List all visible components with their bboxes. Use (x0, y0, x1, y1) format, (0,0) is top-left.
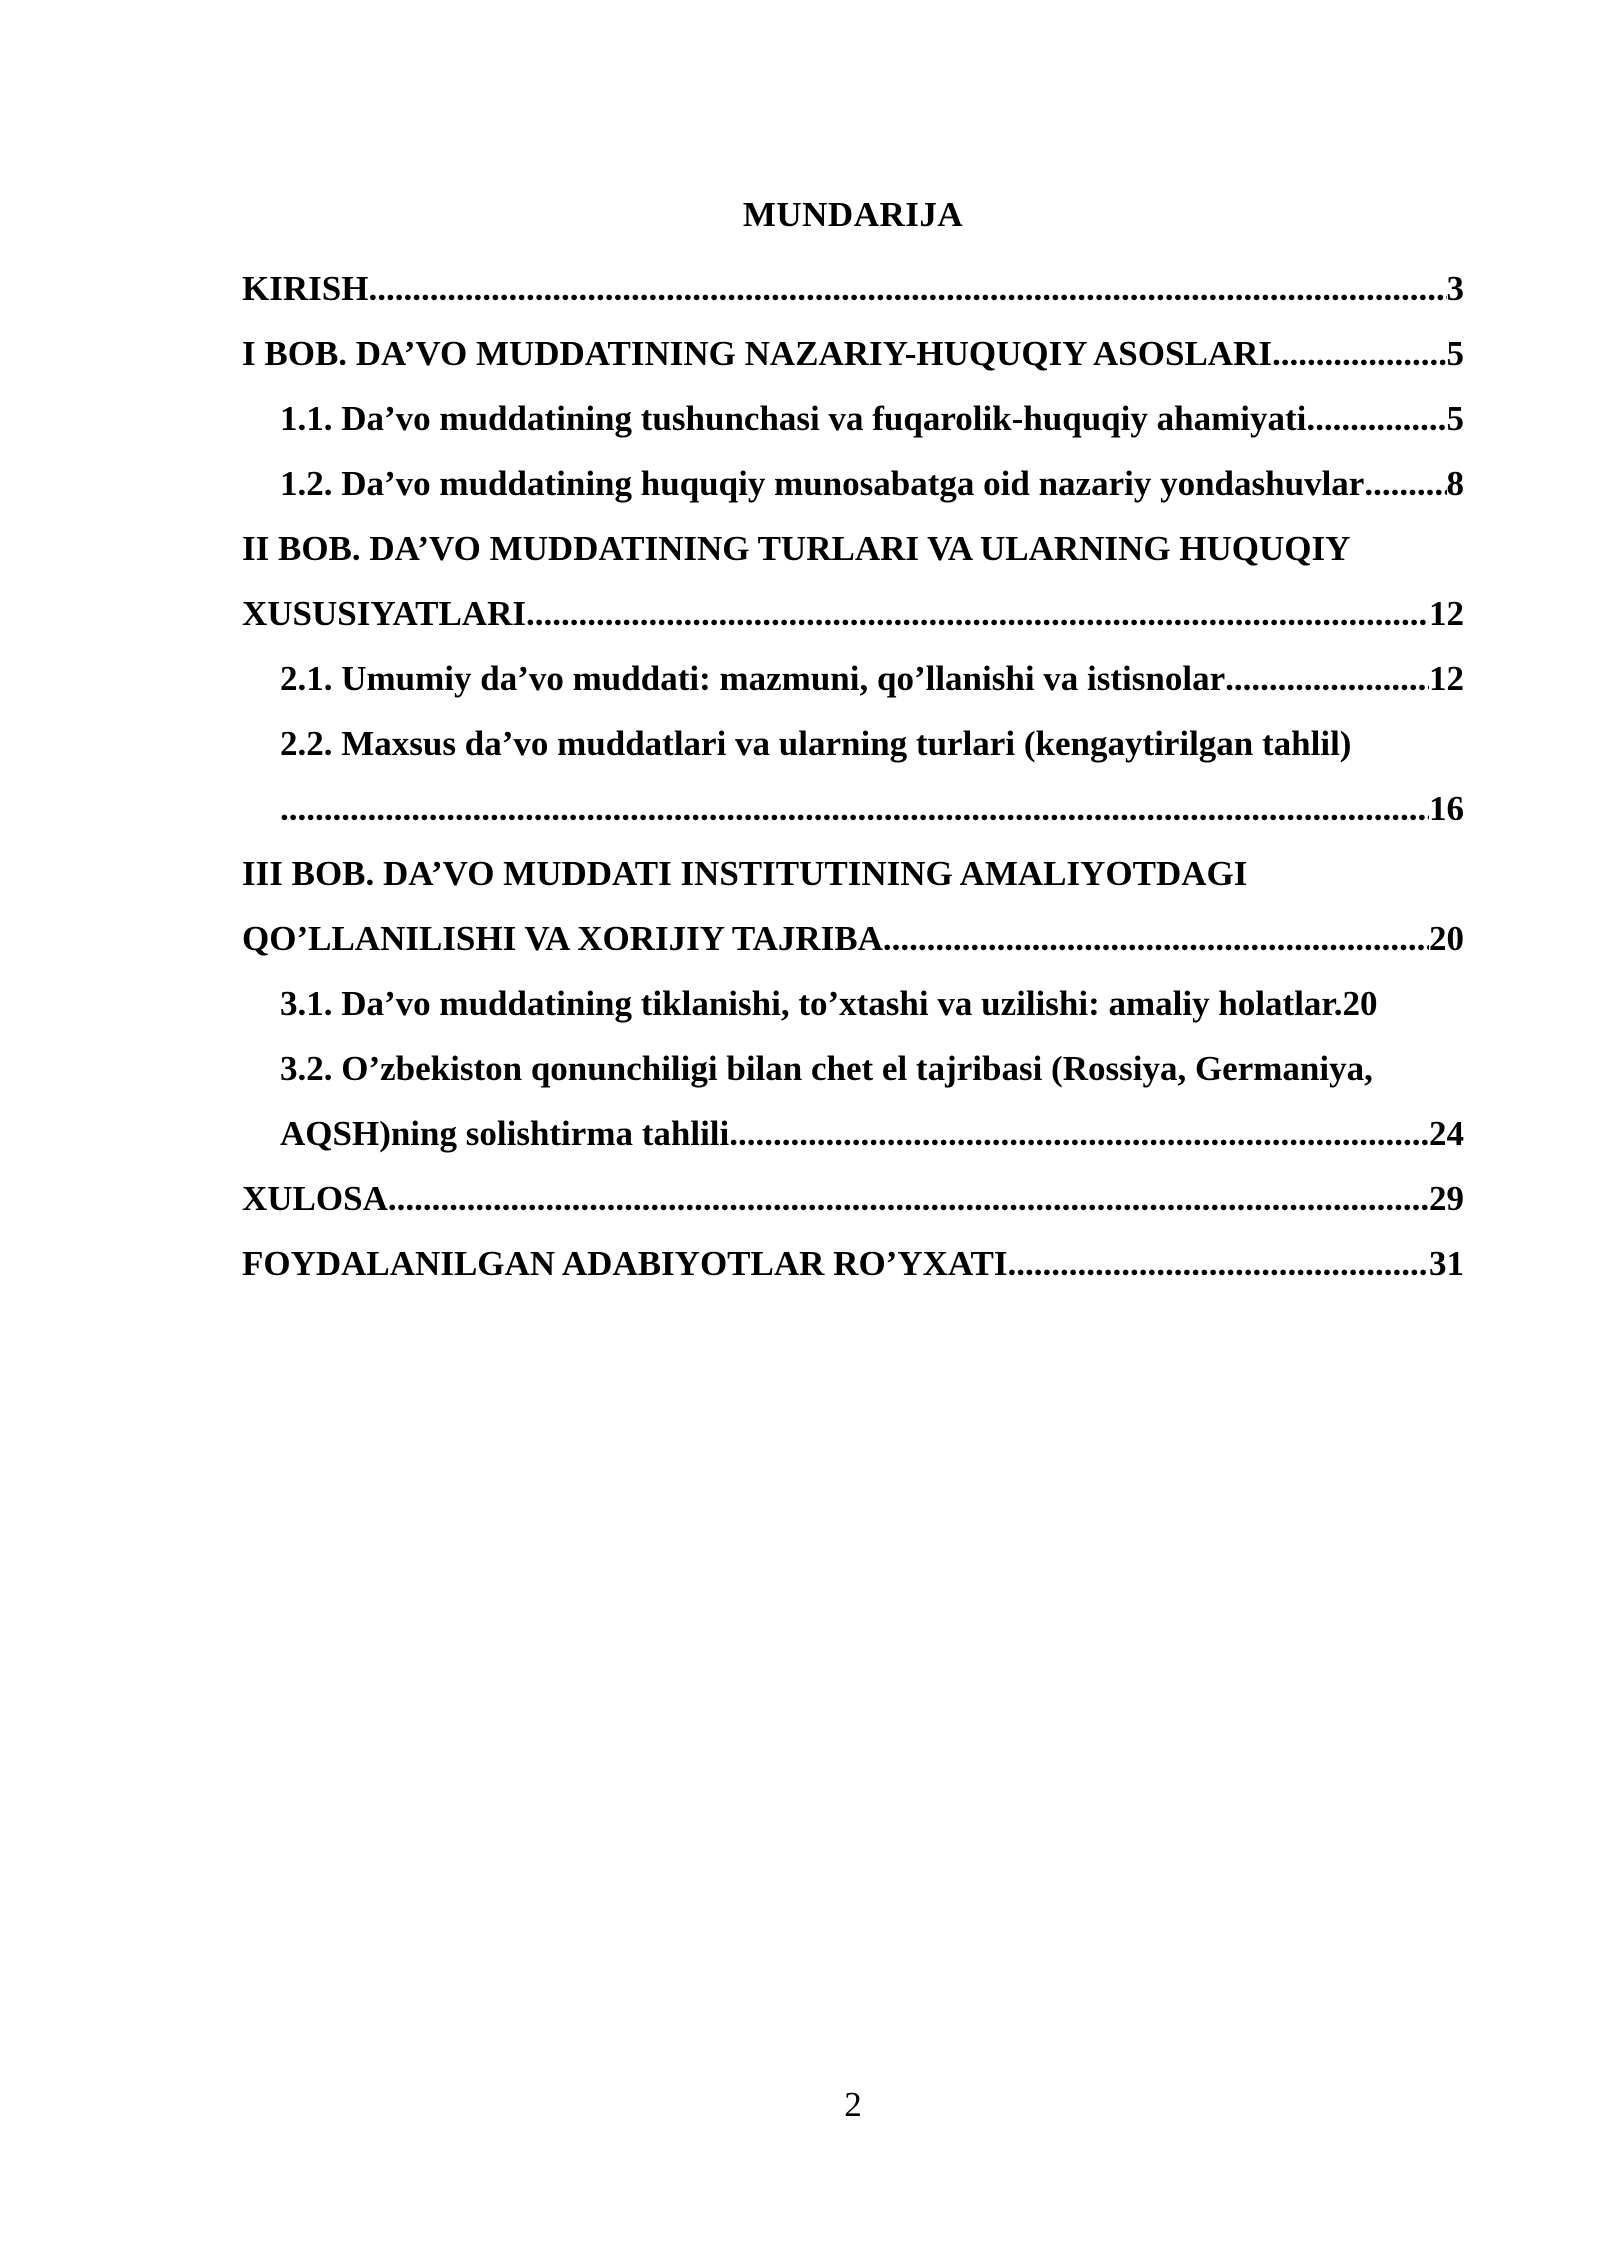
toc-entry-section-1-2[interactable] (242, 451, 1464, 516)
toc-entry-text-line-2: XUSUSIYATLARI (242, 594, 526, 633)
toc-entry-text: FOYDALANILGAN ADABIYOTLAR RO’YXATI (242, 1244, 1008, 1283)
toc-entry-chapter-1[interactable] (242, 321, 1464, 386)
toc-dot-leader (388, 1166, 1429, 1231)
toc-entry-section-2-1[interactable] (242, 646, 1464, 711)
toc-page-number: 16 (1429, 789, 1464, 828)
toc-page-number: 24 (1429, 1114, 1464, 1153)
toc-entry-text-line-2: QO’LLANILISHI VA XORIJIY TAJRIBA (242, 919, 883, 958)
toc-entry-chapter-3[interactable] (242, 841, 1464, 971)
toc-page-number: 20 (1429, 919, 1464, 958)
toc-dot-leader (1225, 646, 1429, 711)
toc-entry-text: 1.2. Da’vo muddatining huquqiy munosabatga oid nazariy yondashuvlar (280, 464, 1365, 503)
toc-entry-section-3-1[interactable] (242, 971, 1464, 1036)
toc-dot-leader (1364, 451, 1446, 516)
toc-dot-leader (729, 1101, 1429, 1166)
toc-dot-leader (280, 776, 1429, 841)
toc-page-number: 31 (1429, 1244, 1464, 1283)
toc-title: MUNDARIJA (742, 195, 964, 234)
toc-page-number: 20 (1342, 984, 1378, 1023)
toc-entry-section-3-2[interactable] (242, 1036, 1464, 1166)
toc-page-number: 8 (1446, 464, 1464, 503)
toc-entry-chapter-2[interactable] (242, 516, 1464, 646)
toc-entry-section-2-2[interactable] (242, 711, 1464, 841)
toc-entry-text: 3.1. Da’vo muddatining tiklanishi, to’xtashi va uzilishi: amaliy holatlar. (280, 984, 1343, 1023)
toc-entry-text-line-1: III BOB. DA’VO MUDDATI INSTITUTINING AMALIYOTDAGI (242, 854, 1248, 893)
toc-entry-text: 2.1. Umumiy da’vo muddati: mazmuni, qo’llanishi va istisnolar (280, 659, 1226, 698)
toc-dot-leader (883, 906, 1429, 971)
toc-dot-leader (368, 256, 1446, 321)
toc-entry-text: I BOB. DA’VO MUDDATINING NAZARIY-HUQUQIY ASOSLARI (242, 334, 1272, 373)
toc-dot-leader (526, 581, 1429, 646)
page-number: 2 (844, 2085, 862, 2124)
toc-entry-text: XULOSA (242, 1179, 388, 1218)
toc-entry-text: KIRISH (242, 269, 369, 308)
toc-page-number: 5 (1446, 334, 1464, 373)
toc-entry-text-line-1: 3.2. O’zbekiston qonunchiligi bilan chet el tajribasi (Rossiya, Germaniya, (280, 1049, 1373, 1088)
toc-entry-text-line-1: 2.2. Maxsus da’vo muddatlari va ularning turlari (kengaytirilgan tahlil) (280, 724, 1352, 763)
toc-entry-text-line-1: II BOB. DA’VO MUDDATINING TURLARI VA ULARNING HUQUQIY (242, 529, 1351, 568)
toc-dot-leader (1272, 321, 1447, 386)
toc-page-number: 3 (1446, 269, 1464, 308)
toc-page-number: 5 (1446, 399, 1464, 438)
toc-entry-text: 1.1. Da’vo muddatining tushunchasi va fuqarolik-huquqiy ahamiyati (280, 399, 1307, 438)
toc-entry-section-1-1[interactable] (242, 386, 1464, 451)
toc-page-number: 12 (1429, 659, 1464, 698)
toc-page-number: 12 (1429, 594, 1464, 633)
toc-entry-bibliography[interactable] (242, 1231, 1464, 1296)
table-of-contents (242, 256, 1464, 1296)
toc-entry-xulosa[interactable] (242, 1166, 1464, 1231)
toc-entry-kirish[interactable] (242, 256, 1464, 321)
toc-dot-leader (1008, 1231, 1429, 1296)
toc-entry-text-line-2: AQSH)ning solishtirma tahlili (280, 1114, 730, 1153)
toc-page-number: 29 (1429, 1179, 1464, 1218)
toc-dot-leader (1306, 386, 1446, 451)
